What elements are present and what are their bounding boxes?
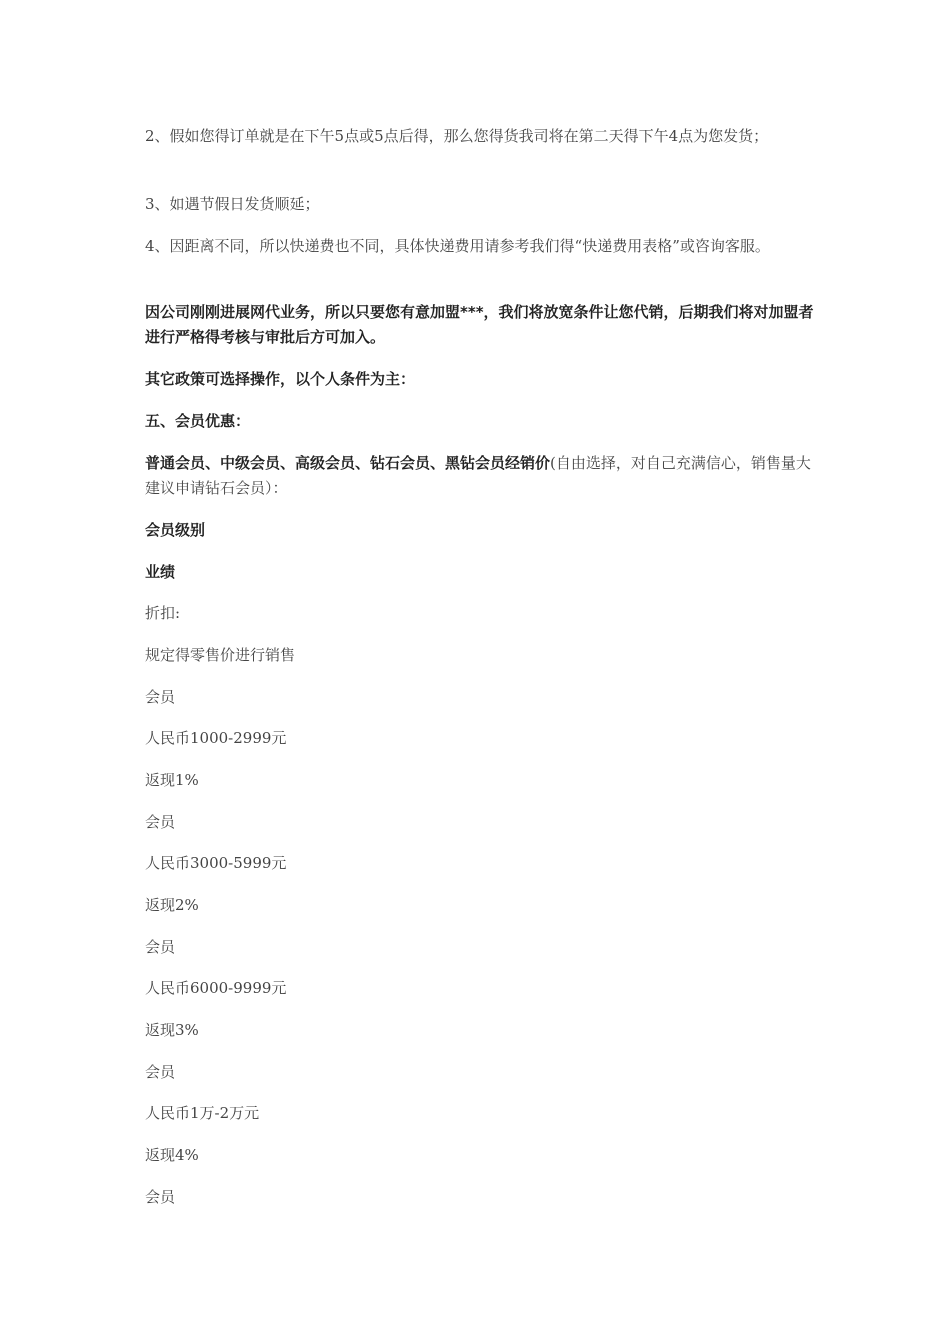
- paragraph-franchise-policy: 因公司刚刚进展网代业务，所以只要您有意加盟***，我们将放宽条件让您代销，后期我们将对加盟者进行严格得考核与审批后方可加入。: [145, 303, 814, 346]
- list-item-amount: 人民币1万-2万元: [145, 1104, 260, 1122]
- list-item-amount: 人民币3000-5999元: [145, 854, 287, 872]
- list-item-amount: 人民币1000-2999元: [145, 729, 287, 747]
- paragraph-other-policy: 其它政策可选择操作，以个人条件为主：: [145, 370, 416, 388]
- list-item-amount: 人民币6000-9999元: [145, 979, 287, 997]
- label-member-level: 会员级别: [145, 521, 206, 539]
- list-item-member: 会员: [145, 1063, 176, 1081]
- list-item-member: 会员: [145, 1188, 176, 1206]
- label-performance: 业绩: [145, 563, 176, 581]
- paragraph-shipping-rule-4: 4、因距离不同，所以快递费也不同，具体快递费用请参考我们得“快递费用表格”或咨询客服。: [145, 237, 770, 255]
- paragraph-shipping-rule-2: 2、假如您得订单就是在下午5点或5点后得，那么您得货我司将在第二天得下午4点为您发货；: [145, 127, 769, 145]
- member-levels-bold-text: 普通会员、中级会员、高级会员、钻石会员、黑钻会员经销价: [145, 454, 551, 472]
- paragraph-shipping-rule-3: 3、如遇节假日发货顺延；: [145, 195, 320, 213]
- label-discount: 折扣:: [145, 604, 181, 622]
- member-levels-note: (自由选择，对自己充满信心，销售量大建议申请钻石会员）：: [145, 454, 811, 497]
- list-item-cashback: 返现2%: [145, 896, 199, 914]
- list-item-cashback: 返现3%: [145, 1021, 199, 1039]
- list-item-cashback: 返现4%: [145, 1146, 199, 1164]
- section-heading-member-benefits: 五、会员优惠：: [145, 412, 251, 430]
- text-retail-price-rule: 规定得零售价进行销售: [145, 646, 296, 664]
- list-item-cashback: 返现1%: [145, 771, 199, 789]
- list-item-member: 会员: [145, 938, 176, 956]
- list-item-member: 会员: [145, 813, 176, 831]
- paragraph-member-levels: [145, 451, 820, 501]
- list-item-member: 会员: [145, 688, 176, 706]
